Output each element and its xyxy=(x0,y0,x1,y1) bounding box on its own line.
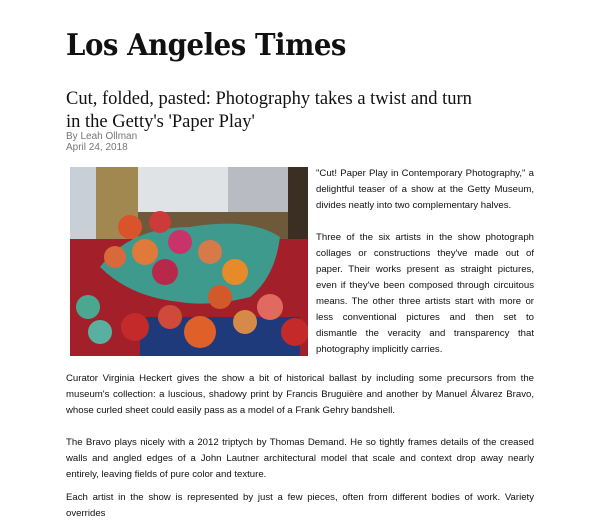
photo-fruit xyxy=(158,305,182,329)
photo-fruit xyxy=(281,318,308,346)
photo-fruit xyxy=(184,316,216,348)
photo-fruit xyxy=(104,246,126,268)
photo-glass xyxy=(138,167,228,212)
article-paragraph: The Bravo plays nicely with a 2012 triptych by Thomas Demand. He so tightly frames details of the creased walls and angled edges of a John Lautner architectural model that scale and context drop away nearly entirely, leaving fields of pure color and texture. xyxy=(66,437,534,480)
photo-fruit xyxy=(168,230,192,254)
photo-window-left xyxy=(70,167,96,239)
photo-fruit xyxy=(233,310,257,334)
photo-dark-edge xyxy=(288,167,308,247)
tangerine-photo-graphic xyxy=(70,167,308,356)
author-byline: By Leah Ollman xyxy=(66,131,138,142)
article-paragraph: Three of the six artists in the show photograph collages or constructions they've made out of paper. Their works present as straight pictures, even if they've been composed through circuitous means. The other three artists start with more or less conventional pictures and then set to dismantle the veracity and transparency that photography implicitly carries. xyxy=(316,232,534,355)
photo-fruit xyxy=(149,211,171,233)
photo-fruit xyxy=(121,313,149,341)
masthead-logo[interactable]: Los Angeles Times xyxy=(66,28,347,63)
article-headline: Cut, folded, pasted: Photography takes a twist and turn in the Getty's 'Paper Play' xyxy=(66,89,472,132)
photo-fruit xyxy=(257,294,283,320)
article-paragraph: Each artist in the show is represented by just a few pieces, often from different bodies of work. Variety overrides xyxy=(66,492,534,519)
photo-fruit xyxy=(118,215,142,239)
article-paragraph: Curator Virginia Heckert gives the show a bit of historical ballast by including some precursors from the museum's collection: a luscious, shadowy print by Francis Bruguière and another by Manuel Álvarez Bravo, whose curled sheet could easily pass as a model of a Frank Gehry bandshell. xyxy=(66,373,534,416)
photo-window-right xyxy=(228,167,288,212)
article-byline-block xyxy=(66,131,137,153)
photo-fruit xyxy=(152,259,178,285)
photo-fruit xyxy=(222,259,248,285)
publish-date: April 24, 2018 xyxy=(66,142,128,153)
photo-fruit xyxy=(208,285,232,309)
photo-fruit xyxy=(76,295,100,319)
article-paragraph: "Cut! Paper Play in Contemporary Photography," a delightful teaser of a show at the Getty Museum, divides neatly into two complementary halves. xyxy=(316,168,534,211)
article-photo xyxy=(70,167,308,356)
photo-fruit xyxy=(132,239,158,265)
photo-fruit xyxy=(198,240,222,264)
photo-fruit xyxy=(88,320,112,344)
